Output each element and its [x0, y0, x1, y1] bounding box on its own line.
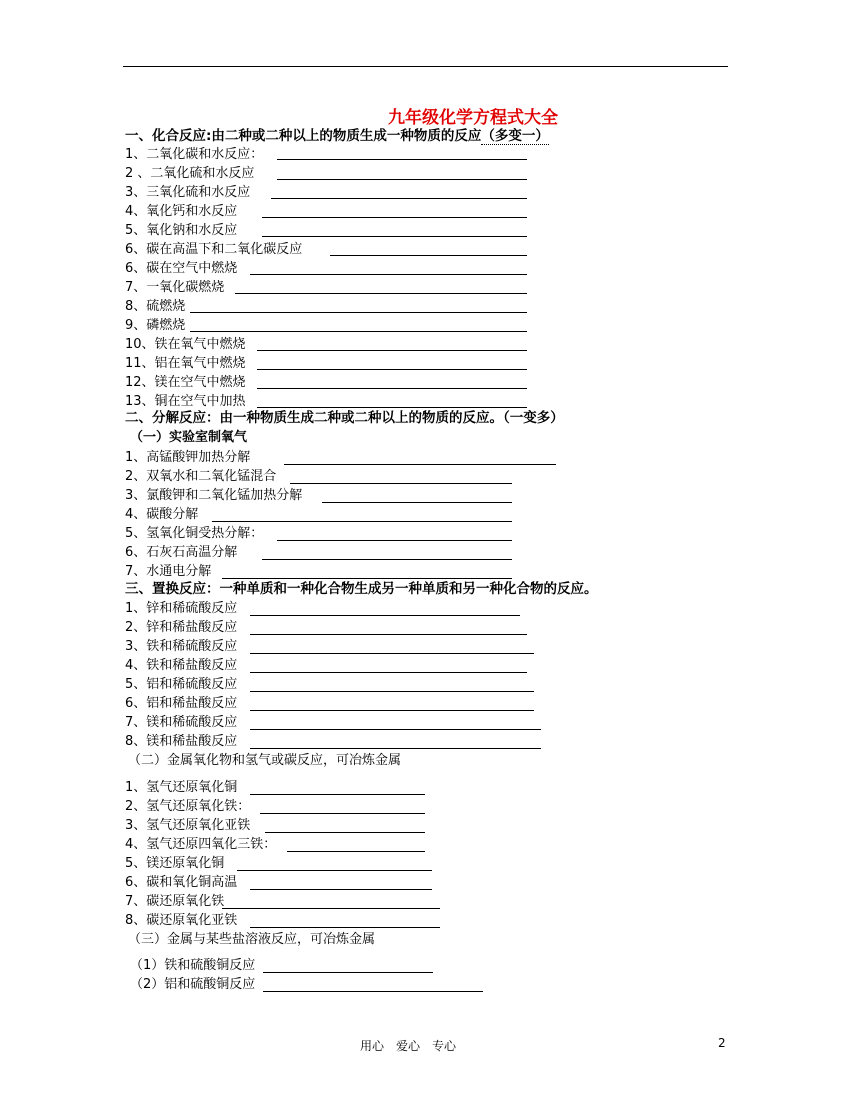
answer-blank[interactable]	[277, 179, 527, 180]
list-item: 7、水通电分解	[125, 564, 212, 579]
answer-blank[interactable]	[190, 331, 527, 332]
list-item: （2）铝和硫酸铜反应	[130, 977, 256, 992]
section-heading-decomposition: 二、分解反应：由一种物质生成二种或二种以上的物质的反应。（一变多）	[125, 410, 564, 426]
list-item: 5、氢氧化铜受热分解：	[125, 526, 264, 541]
list-item: 6、碳和氧化铜高温	[125, 875, 238, 890]
list-item: 4、铁和稀盐酸反应	[125, 658, 238, 673]
list-item: 9、磷燃烧	[125, 318, 186, 333]
answer-blank[interactable]	[250, 927, 440, 928]
answer-blank[interactable]	[284, 464, 556, 465]
section-heading-text: 一、化合反应:由二种或二种以上的物质生成一种物质的反应	[125, 128, 482, 144]
answer-blank[interactable]	[322, 502, 512, 503]
list-item: 4、碳酸分解	[125, 507, 199, 522]
answer-blank[interactable]	[271, 198, 527, 199]
answer-blank[interactable]	[250, 710, 534, 711]
list-item: 6、碳在空气中燃烧	[125, 261, 238, 276]
subsection-heading-oxygen: （一）实验室制氧气	[130, 430, 248, 445]
list-item: 8、碳还原氧化亚铁	[125, 913, 238, 928]
answer-blank[interactable]	[287, 851, 425, 852]
answer-blank[interactable]	[262, 559, 512, 560]
page-footer: 用心 爱心 专心	[360, 1039, 457, 1053]
answer-blank[interactable]	[250, 794, 425, 795]
answer-blank[interactable]	[250, 889, 432, 890]
answer-blank[interactable]	[222, 578, 512, 579]
list-item: 2、锌和稀盐酸反应	[125, 620, 238, 635]
list-item: 3、氯酸钾和二氧化锰加热分解	[125, 488, 303, 503]
answer-blank[interactable]	[262, 236, 527, 237]
answer-blank[interactable]	[262, 217, 527, 218]
list-item: 6、铝和稀盐酸反应	[125, 696, 238, 711]
answer-blank[interactable]	[257, 350, 527, 351]
list-item: 2、氢气还原氧化铁：	[125, 799, 251, 814]
list-item: 1、锌和稀硫酸反应	[125, 601, 238, 616]
list-item: 7、镁和稀硫酸反应	[125, 715, 238, 730]
list-item: 2、双氧水和二氧化锰混合	[125, 469, 277, 484]
answer-blank[interactable]	[290, 483, 512, 484]
answer-blank[interactable]	[250, 691, 534, 692]
list-item: 5、镁还原氧化铜	[125, 856, 225, 871]
answer-blank[interactable]	[222, 908, 440, 909]
answer-blank[interactable]	[257, 407, 527, 408]
list-item: 10、铁在氧气中燃烧	[125, 337, 246, 352]
answer-blank[interactable]	[277, 159, 527, 160]
answer-blank[interactable]	[250, 748, 541, 749]
answer-blank[interactable]	[212, 521, 512, 522]
answer-blank[interactable]	[250, 653, 534, 654]
list-item: （1）铁和硫酸铜反应	[130, 958, 256, 973]
answer-blank[interactable]	[257, 369, 527, 370]
subsection-heading-salt-solutions: （三）金属与某些盐溶液反应，可冶炼金属	[128, 932, 376, 947]
answer-blank[interactable]	[257, 388, 527, 389]
list-item: 1、二氧化碳和水反应：	[125, 147, 264, 162]
list-item: 8、镁和稀盐酸反应	[125, 734, 238, 749]
answer-blank[interactable]	[250, 274, 527, 275]
answer-blank[interactable]	[263, 991, 483, 992]
list-item: 6、碳在高温下和二氧化碳反应	[125, 242, 303, 257]
list-item: 2 、二氧化硫和水反应	[125, 166, 255, 181]
answer-blank[interactable]	[263, 972, 433, 973]
header-rule	[123, 66, 728, 67]
list-item: 3、铁和稀硫酸反应	[125, 639, 238, 654]
list-item: 7、一氧化碳燃烧	[125, 280, 225, 295]
section-heading-suffix: （多变一）	[481, 128, 549, 144]
section-heading-displacement: 三、置换反应：一种单质和一种化合物生成另一种单质和另一种化合物的反应。	[125, 581, 598, 597]
answer-blank[interactable]	[190, 312, 527, 313]
list-item: 13、铜在空气中加热	[125, 394, 246, 409]
list-item: 6、石灰石高温分解	[125, 545, 238, 560]
page-number: 2	[718, 1036, 726, 1050]
answer-blank[interactable]	[250, 615, 520, 616]
answer-blank[interactable]	[235, 293, 527, 294]
list-item: 5、铝和稀硫酸反应	[125, 677, 238, 692]
list-item: 4、氧化钙和水反应	[125, 204, 238, 219]
answer-blank[interactable]	[260, 813, 425, 814]
list-item: 7、碳还原氧化铁	[125, 894, 225, 909]
list-item: 12、镁在空气中燃烧	[125, 375, 246, 390]
answer-blank[interactable]	[237, 870, 432, 871]
list-item: 8、硫燃烧	[125, 299, 186, 314]
list-item: 1、氢气还原氧化铜	[125, 780, 238, 795]
answer-blank[interactable]	[250, 634, 527, 635]
list-item: 3、三氧化硫和水反应	[125, 185, 251, 200]
answer-blank[interactable]	[250, 672, 527, 673]
section-heading-combination	[125, 128, 549, 144]
list-item: 1、高锰酸钾加热分解	[125, 450, 251, 465]
list-item: 5、氧化钠和水反应	[125, 223, 238, 238]
list-item: 4、氢气还原四氧化三铁：	[125, 837, 277, 852]
answer-blank[interactable]	[250, 729, 541, 730]
list-item: 11、铝在氧气中燃烧	[125, 356, 246, 371]
page-title: 九年级化学方程式大全	[388, 108, 558, 128]
answer-blank[interactable]	[265, 832, 425, 833]
answer-blank[interactable]	[277, 540, 512, 541]
answer-blank[interactable]	[330, 255, 527, 256]
subsection-heading-metal-oxides: （二）金属氧化物和氢气或碳反应，可冶炼金属	[128, 753, 402, 768]
list-item: 3、氢气还原氧化亚铁	[125, 818, 251, 833]
